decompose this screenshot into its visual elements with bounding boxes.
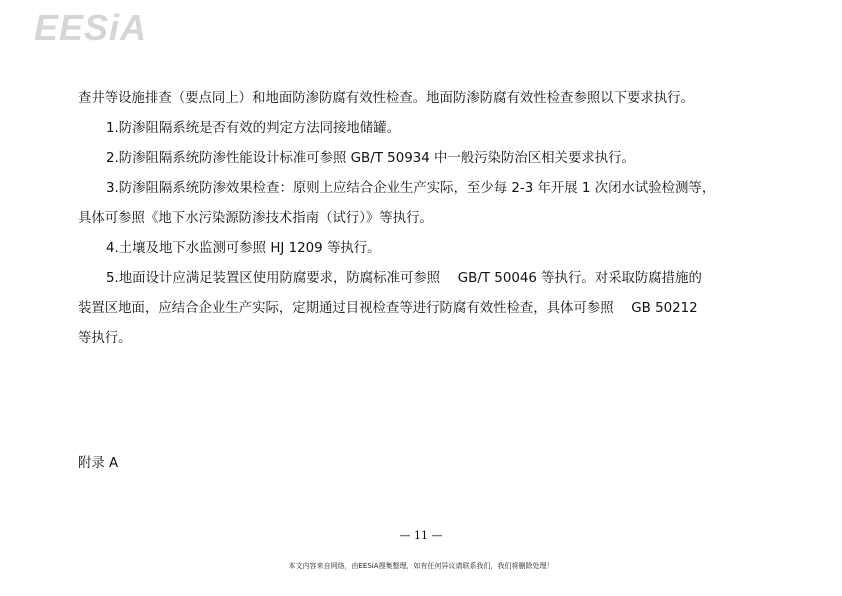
paragraph-continuation: 查井等设施排查（要点同上）和地面防渗防腐有效性检查。地面防渗防腐有效性检查参照以下要求执行。 [78, 91, 694, 106]
paragraph-item-4: 4.土壤及地下水监测可参照 HJ 1209 等执行。 [106, 241, 381, 256]
paragraph-item-5-end: 等执行。 [78, 331, 132, 346]
paragraph-item-5-continued: 装置区地面，应结合企业生产实际，定期通过目视检查等进行防腐有效性检查，具体可参照 GB 50212 [78, 301, 698, 316]
paragraph-item-1: 1.防渗阻隔系统是否有效的判定方法同接地储罐。 [106, 121, 400, 136]
eesia-logo: EESiA [34, 7, 148, 48]
paragraph-item-3-continued: 具体可参照《地下水污染源防渗技术指南（试行）》等执行。 [78, 211, 433, 226]
paragraph-item-3: 3.防渗阻隔系统防渗效果检查：原则上应结合企业生产实际，至少每 2-3 年开展 1 次闭水试验检测等， [106, 181, 716, 196]
document-body [78, 84, 768, 354]
page-number: — 11 — [399, 529, 443, 542]
paragraph-item-5: 5.地面设计应满足装置区使用防腐要求，防腐标准可参照 GB/T 50046 等执行。对采取防腐措施的 [106, 271, 702, 286]
appendix-heading: 附录 A [78, 456, 119, 471]
paragraph-item-2: 2.防渗阻隔系统防渗性能设计标准可参照 GB/T 50934 中一般污染防治区相关要求执行。 [106, 151, 635, 166]
footer-disclaimer: 本文内容来自网络，由EESiA搜集整理，如有任何异议请联系我们，我们将删除处理！ [288, 562, 554, 570]
